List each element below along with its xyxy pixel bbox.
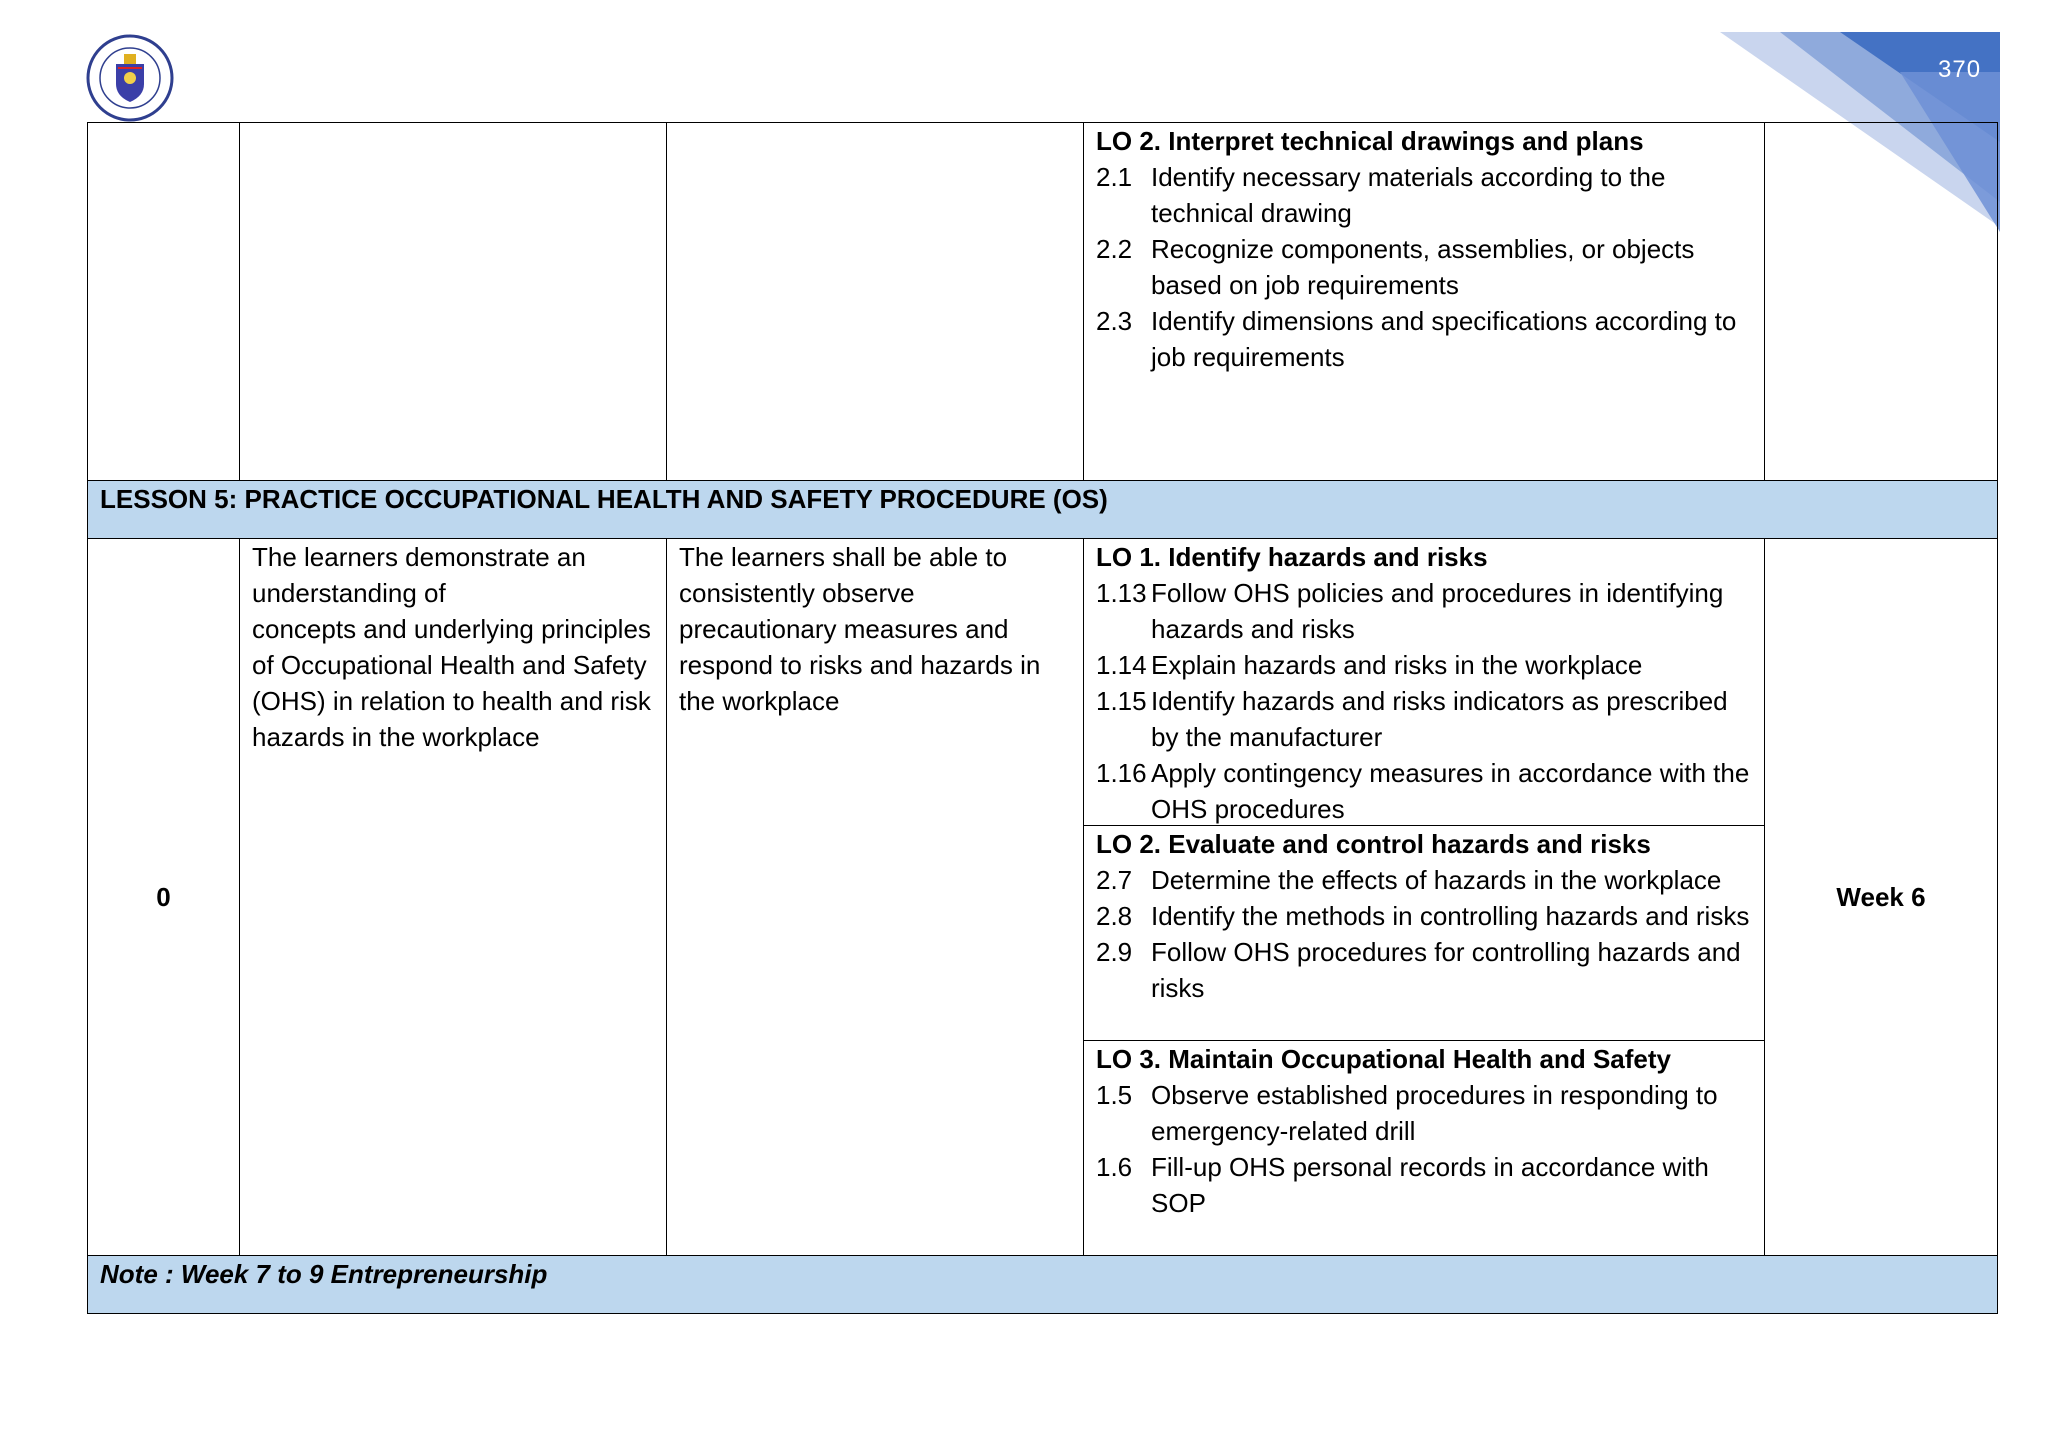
- item-text: Apply contingency measures in accordance with the OHS procedures: [1151, 758, 1750, 824]
- learning-competency-cell: [1084, 539, 1765, 1256]
- list-item: [1096, 1077, 1752, 1149]
- note-row: [88, 1256, 1998, 1314]
- item-text: Determine the effects of hazards in the workplace: [1151, 865, 1722, 895]
- page-number: 370: [1938, 56, 1982, 83]
- lesson-title: LESSON 5: PRACTICE OCCUPATIONAL HEALTH AND SAFETY PROCEDURE (OS): [88, 481, 1998, 539]
- item-number: 2.2: [1096, 234, 1133, 264]
- lo-block: [1084, 1040, 1764, 1221]
- list-item: [1096, 159, 1752, 231]
- list-item: [1096, 898, 1752, 934]
- item-text: Follow OHS policies and procedures in identifying hazards and risks: [1151, 578, 1724, 644]
- list-item: [1096, 934, 1752, 1006]
- performance-standard-cell: [667, 123, 1084, 481]
- note-text: Note : Week 7 to 9 Entrepreneurship: [88, 1256, 1998, 1314]
- item-number: 2.9: [1096, 937, 1133, 967]
- item-number: 1.15: [1096, 686, 1147, 716]
- item-number: 1.6: [1096, 1152, 1133, 1182]
- item-text: Follow OHS procedures for controlling hazards and risks: [1151, 937, 1741, 1003]
- code-cell: [88, 123, 240, 481]
- list-item: [1096, 303, 1752, 375]
- lo-title: LO 3. Maintain Occupational Health and Safety: [1096, 1044, 1671, 1074]
- deped-seal-logo: [86, 34, 174, 122]
- table-row: [88, 123, 1998, 481]
- item-number: 1.13: [1096, 578, 1147, 608]
- item-text: Identify the methods in controlling hazards and risks: [1151, 901, 1750, 931]
- lo-block: [1084, 825, 1764, 1040]
- item-text: Identify necessary materials according to the technical drawing: [1151, 162, 1666, 228]
- item-number: 2.1: [1096, 162, 1133, 192]
- lo-block: [1084, 539, 1764, 825]
- item-number: 1.16: [1096, 758, 1147, 788]
- item-number: 2.8: [1096, 901, 1133, 931]
- item-number: 2.7: [1096, 865, 1133, 895]
- list-item: [1096, 575, 1752, 647]
- item-text: Identify hazards and risks indicators as prescribed by the manufacturer: [1151, 686, 1728, 752]
- list-item: [1096, 862, 1752, 898]
- item-text: Observe established procedures in responding to emergency-related drill: [1151, 1080, 1718, 1146]
- content-standard-cell: The learners demonstrate an understanding of concepts and underlying principles of Occupational Health and Safety (OHS) in relation to health and risk hazards in the workplace: [240, 539, 667, 1256]
- lo-title: LO 2. Interpret technical drawings and plans: [1096, 126, 1644, 156]
- lesson-row: [88, 481, 1998, 539]
- list-item: [1096, 647, 1752, 683]
- list-item: [1096, 683, 1752, 755]
- item-number: 1.14: [1096, 650, 1147, 680]
- list-item: [1096, 1149, 1752, 1221]
- item-text: Explain hazards and risks in the workplace: [1151, 650, 1643, 680]
- code-cell: 0: [88, 539, 240, 1256]
- week-cell: Week 6: [1765, 539, 1998, 1256]
- table-row: [88, 539, 1998, 1256]
- item-number: 2.3: [1096, 306, 1133, 336]
- learning-competency-cell: [1084, 123, 1765, 481]
- item-text: Recognize components, assemblies, or objects based on job requirements: [1151, 234, 1695, 300]
- content-standard-cell: [240, 123, 667, 481]
- performance-standard-cell: The learners shall be able to consistently observe precautionary measures and respond to risks and hazards in the workplace: [667, 539, 1084, 1256]
- lo-title: LO 2. Evaluate and control hazards and risks: [1096, 829, 1651, 859]
- list-item: [1096, 231, 1752, 303]
- lo-title: LO 1. Identify hazards and risks: [1096, 542, 1488, 572]
- item-text: Fill-up OHS personal records in accordance with SOP: [1151, 1152, 1709, 1218]
- item-text: Identify dimensions and specifications according to job requirements: [1151, 306, 1737, 372]
- week-cell: [1765, 123, 1998, 481]
- item-number: 1.5: [1096, 1080, 1133, 1110]
- curriculum-table: [87, 122, 1998, 1314]
- list-item: [1096, 755, 1752, 827]
